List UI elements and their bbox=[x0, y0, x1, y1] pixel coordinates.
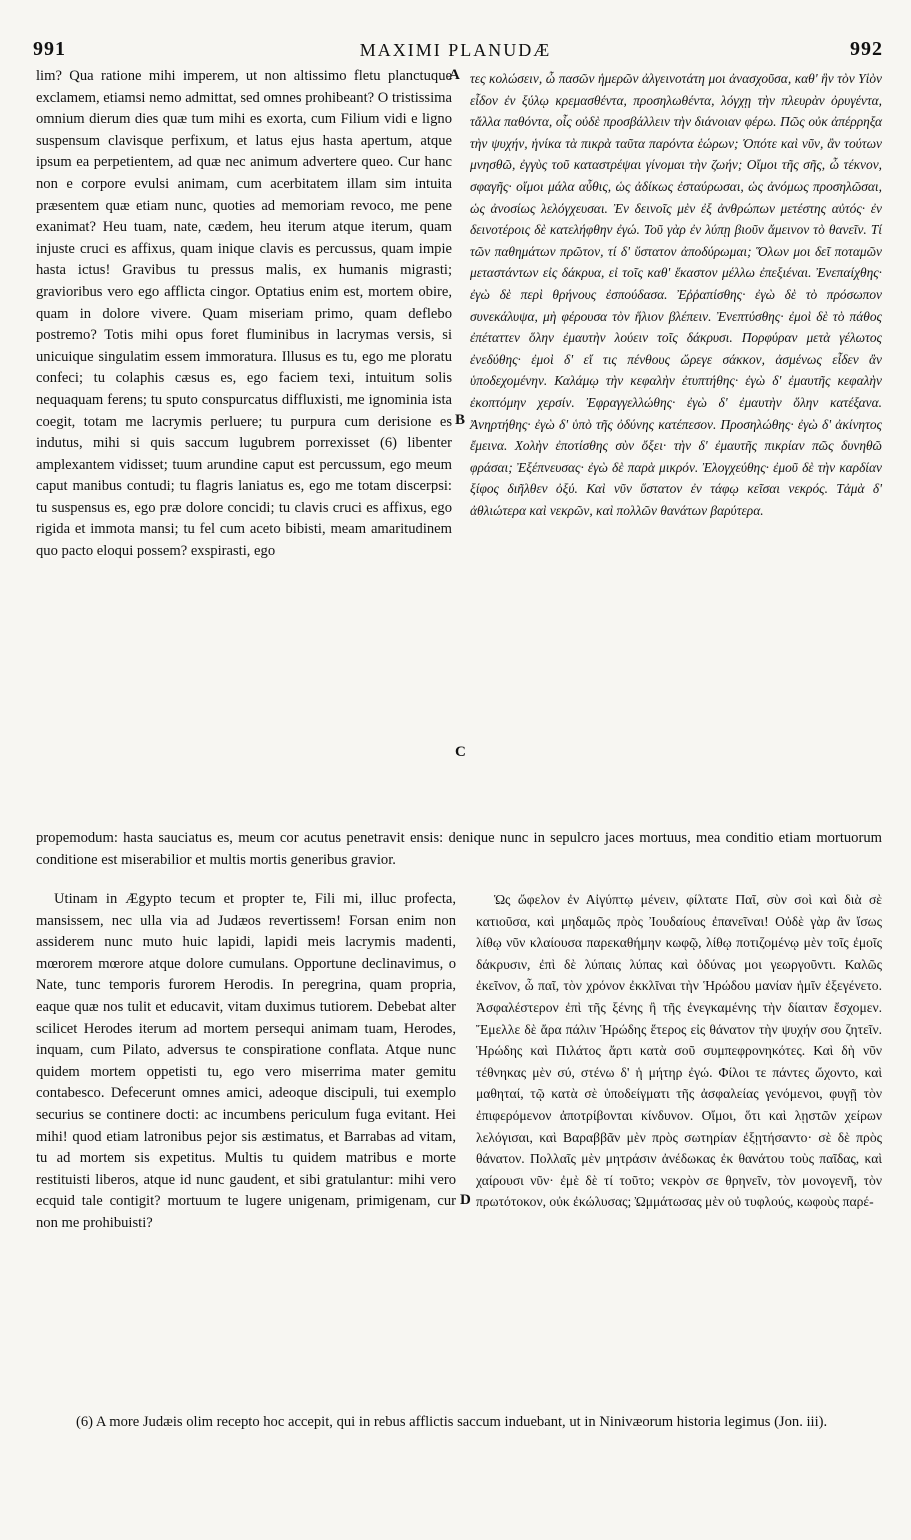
latin-column-top: lim? Qua ratione mihi imperem, ut non altissimo fletu planctuque exclamem, etiamsi nemo admittat, sed omnes prohibeant? O tristissima omnium dierum dies quæ tum mihi es exorta, cum Filium vidi e ligno suspensum clavisque perfixum, et latus ejus hasta apertum, atque ipsum ea perpetientem, ad quæ nec animum advertere queo. Cur hanc non e corpore evulsi animam, cum acerbitatem illam sim intuita præsentem quæ etiam nunc, quoties ad memoriam revoco, me pene exanimat? Heu tuam, nate, cædem, heu iterum atque iterum, quam injuste cruci es affixus, quam inique clavis es percussus, quam impie hasta ictus! Gravibus tu pressus malis, ex humanis migrasti; gravioribus vero ego afflicta cingor. Optatius enim est, mortem obire, quam in dolore vivere. Quam miseriam primo, quam deflebo postremo? Totis mihi opus foret fluminibus in lacrymas versis, si unicuique singulatim essem immoratura. Illusus es tu, ego me ploratu confeci; tu colaphis cæsus es, ego faciem texi, intuitum solis nequaquam ferens; tu sputo conspurcatus diffluxisti, me ignominia ista coegit, totam me lacrymis perluere; tu purpura cum derisione es indutus, mihi si quis saccum lugubrem porrexisset (6) libenter amplexantem vidisset; tuum arundine caput est percussum, ego meum caput manibus contudi; tu flagris laniatus es, ego me totam discerpsi: tu suspensus es, ego præ dolore concidi; tu clavis cruci es affixus, ego rigida et immota mansi; tu fel cum aceto bibisti, meam amaritudinem quo pacto eloqui possem? exspirasti, ego bbox=[36, 68, 452, 560]
running-header bbox=[0, 38, 911, 66]
running-title: MAXIMI PLANUDÆ bbox=[359, 40, 552, 60]
greek-column-top: τες κολώσειν, ὦ πασῶν ἡμερῶν ἀλγεινοτάτη μοι ἀνασχοῦσα, καθ' ἣν τὸν Υἱὸν εἶδον ἐν ξύλῳ κρεμασθέντα, προσηλωθέντα, λόγχῃ τὴν πλευρὰν ὀρυγέντα, τἄλλα παθόντα, οἷς οὐδὲ προσβάλλειν τὴν διάνοιαν φέρω. Πῶς οὐκ ἀπέρρηξα τὴν ψυχήν, ἡνίκα τὰ πικρὰ ταῦτα παρόντα ἑώρων; Ὁπότε καὶ νῦν, ἂν τούτων μνησθῶ, ἐγγὺς τοῦ καταστρέψαι γίνομαι τὴν ζωήν; Οἴμοι τῆς σῆς, ὦ τέκνον, σφαγῆς· οἴμοι μάλα αὖθις, ὡς ἀδίκως ἐσταύρωσαι, ὡς ἀνόμως προσηλῶσαι, ὡς ἀνοσίως λελόγχευσαι. Ἐν δεινοῖς μὲν ἐξ ἀνθρώπων μετέστης αὐτός· ἐν δεινοτέροις δὲ κατελήφθην ἐγώ. Τοῦ γὰρ ἐν λύπῃ βιοῦν ἄμεινον τὸ θανεῖν. Τί τῶν παθημάτων πρῶτον, τί δ' ὕστατον ἀποδύρωμαι; Ὅλων μοι δεῖ ποταμῶν μεταστάντων εἰς δάκρυα, εἰ τοῖς καθ' ἕκαστον μέλλω ἐπεξιέναι. Ἐνεπαίχθης· ἐγὼ δὲ περὶ θρήνους ἐσπούδασα. Ἐῤῥαπίσθης· ἐγὼ δὲ τὸ πρόσωπον συνεκάλυψα, μὴ φέρουσα τὸν ἥλιον βλέπειν. Ἐνεπτύσθης· ἐμοὶ δὲ τὸ πάθος ἐπέταττεν ὅλην ἐμαυτὴν λούειν τοῖς δάκρυσι. Πορφύραν μετὰ γέλωτος ἐνεδύθης· ἐμοὶ δ' εἴ τις πένθους ὤρεγε σάκκον, ἀσμένως εἶδεν ἂν ὑποδεχομένην. Καλάμῳ τὴν κεφαλὴν ἐτυπτήθης· ἐγὼ δ' ἐμαυτῆς κεφαλὴν ἐκοπτόμην χερσίν. Ἐφραγγελλώθης· ἐγὼ δ' ἐμαυτὴν ὅλην κατέξανα. Ἀνηρτήθης· ἐγὼ δ' ὑπὸ τῆς ὀδύνης κατέπεσον. Προσηλώθης· ἐγὼ δ' ἀκίνητος ἔμεινα. Χολὴν ἐποτίσθης σὺν ὄξει· τὴν δ' ἐμαυτῆς πικρίαν πῶς δυνηθῶ φράσαι; Ἐξέπνευσας· ἐγὼ δὲ παρὰ μικρόν. Ἐλογχεύθης· ἐμοῦ δὲ τὴν καρδίαν ξίφος διῆλθεν ὀξύ. Καὶ νῦν ὕστατον ἐν τάφῳ κεῖσαι νεκρός. Τἀμὰ δ' ἀθλιώτερα καὶ νεκρῶν, καὶ πολλῶν θανάτων βαρύτερα. bbox=[470, 71, 882, 518]
margin-letter-c: C bbox=[455, 744, 466, 760]
margin-letter-a: A bbox=[449, 67, 460, 83]
margin-letter-b: B bbox=[455, 412, 466, 428]
latin-fullwidth-paragraph: propemodum: hasta sauciatus es, meum cor acutus penetravit ensis: denique nunc in sepulcro jaces mortuus, mea conditio etiam mortuorum conditione est miserabilior et multis mortis generibus gravior. bbox=[36, 830, 882, 868]
margin-letter-d: D bbox=[460, 1192, 471, 1208]
page-number-left: 991 bbox=[33, 38, 66, 60]
page-number-right: 992 bbox=[850, 38, 883, 60]
greek-column-bottom: Ὡς ὤφελον ἐν Αἰγύπτῳ μένειν, φίλτατε Παῖ, σὺν σοὶ καὶ διὰ σὲ κατιοῦσα, καὶ μηδαμῶς πρὸς Ἰουδαίους ἐπανεῖναι! Οὐδὲ γὰρ ἂν ἴσως λίθῳ νῦν κλαίουσα παρεκαθήμην κωφῷ, λίθῳ ποτιζομένῳ μὲν τοῖς ἐμοῖς δάκρυσιν, ἐπὶ δὲ λύπαις λύπας καὶ ὀδύνας μοι γεωργοῦντι. Καλῶς ἐκεῖνον, ὦ παῖ, τὸν χρόνον ἐκκλῖναι τὴν Ἡρώδου μανίαν ἡμῖν ἐξεγένετο. Ἀσφαλέστερον ἐπὶ τῆς ξένης ἢ τῆς ἐνεγκαμένης τὴν δίαιταν ἔσχομεν. Ἔμελλε δὲ ἄρα πάλιν Ἡρώδης ἕτερος εἰς θάνατον τὴν ψυχήν σου ζητεῖν. Ἡρώδης καὶ Πιλάτος ἄρτι κατὰ σοῦ συμπεφρονηκότες. Καὶ δὴ νῦν τέθνηκας μὲν σύ, στένω δ' ἡ μήτηρ ἐγώ. Φίλοι τε πάντες ὤχοντο, καὶ μαθηταί, τῷ κατὰ σὲ ὑποδείγματι τῆς ἀσφαλείας γενόμενοι, φυγῇ τὸν ἐπιφερόμενον ἀποτρίβονται κίνδυνον. Οἴμοι, ὅτι καὶ λῃστῶν χείρων λελόγισαι, καὶ Βαραββᾶν μὲν πρὸς σωτηρίαν ἐξῃτήσαντο· σὲ δὲ πρὸς θάνατον. Πολλαῖς μὲν μητράσιν ἀνέδωκας ἐκ θανάτου τοὺς παῖδας, καὶ χαίρουσι νῦν· ἐμὲ δὲ τί τοῦτο; νεκρὸν σε θρηνεῖν, τὸν μονογενῆ, τὸν πρωτότοκον, οὐκ ἐκώλυσας; Ὠμμάτωσας μὲν οὐ τυφλούς, κωφοὺς παρέ- bbox=[476, 892, 882, 1210]
latin-column-bottom: Utinam in Ægypto tecum et propter te, Fili mi, illuc profecta, mansissem, nec ulla via ad Judæos revertissem! Forsan enim non assiderem nunc muto huic lapidi, lapidi meis lacrymis madenti, mœrorem mœrore atque dolore cumulans. Opportune declinavimus, o Nate, tunc temporis furorem Herodis. In peregrina, quam propria, eaque quæ nos tulit et educavit, vitam duximus tutiorem. Debebat alter scilicet Herodes iterum ad mortem persequi animam tuam, Herodes, inquam, cum Pilato, adversus te conspiratione conflata. Atque nunc quidem mortem oppetisti tu, ego vero miserrima mater gemitu contabesco. Defecerunt omnes amici, adeoque discipuli, tui exemplo securius se continere docti: ac incumbens periculum fuga evitant. Hei mihi! quod etiam latronibus pejor sis æstimatus, et Barrabas ad vitam, tu ad mortem sis expetitus. Multis tu quidem matribus e morte restituisti liberos, atque id nunc gaudent, et sibi gratulantur: mihi vero ecquid tale contigit? mortuum te lugere unigenam, primigenam, cur non me prohibuisti? bbox=[36, 891, 456, 1231]
footnote: (6) A more Judæis olim recepto hoc accepit, qui in rebus afflictis saccum induebant, ut in Ninivæorum historia legimus (Jon. iii). bbox=[76, 1414, 828, 1430]
